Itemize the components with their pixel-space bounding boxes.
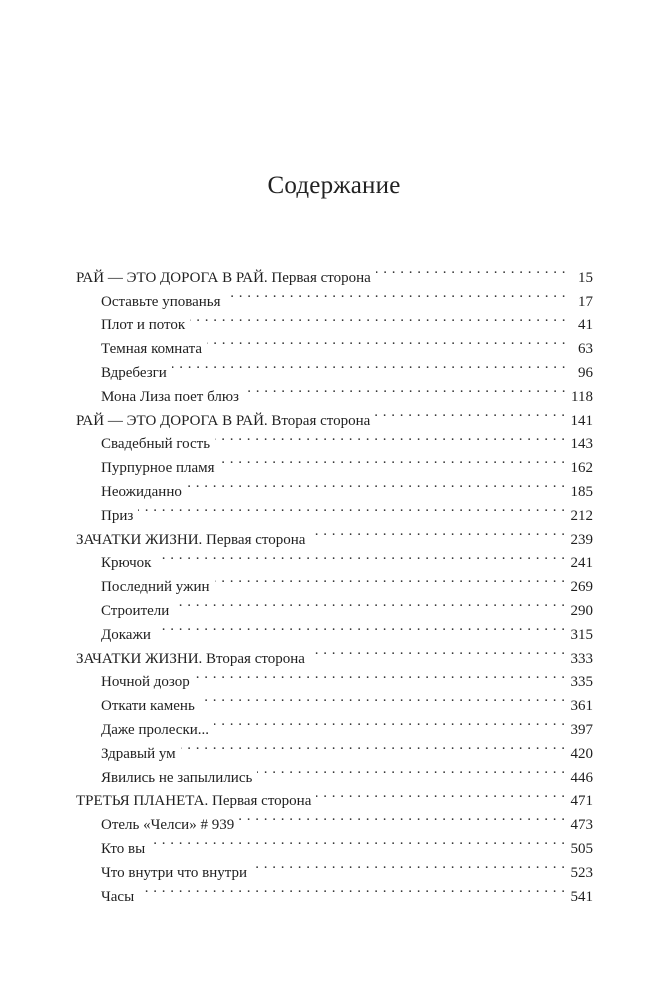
entry-title: Неожиданно — [101, 483, 182, 500]
dot-leader — [187, 472, 566, 496]
entry-title: Здравый ум — [101, 745, 176, 762]
dot-leader — [239, 805, 565, 829]
entry-title: Оставьте упованья — [101, 293, 221, 310]
toc-section-entry — [76, 520, 593, 548]
entry-title: Явились не запылились — [101, 769, 253, 786]
dot-leader — [207, 329, 566, 353]
toc-title: Содержание — [267, 172, 401, 199]
entry-title: Свадебный гость — [101, 436, 211, 453]
entry-page-number: 269 — [570, 579, 593, 596]
entry-title: Кто вы — [101, 840, 146, 857]
entry-page-number: 17 — [578, 293, 593, 310]
entry-title: Строители — [101, 602, 170, 619]
entry-page-number: 523 — [570, 864, 593, 881]
toc-section-entry — [76, 639, 593, 667]
toc-section-entry — [76, 258, 593, 286]
entry-title: Приз — [101, 507, 134, 524]
dot-leader — [174, 591, 565, 615]
entry-title: ЗАЧАТКИ ЖИЗНИ. Вторая сторона — [76, 650, 305, 667]
entry-title: Вдребезги — [101, 364, 167, 381]
entry-title: ЗАЧАТКИ ЖИЗНИ. Первая сторона — [76, 531, 306, 548]
entry-page-number: 15 — [578, 269, 593, 286]
entry-page-number: 335 — [570, 674, 593, 691]
dot-leader — [181, 734, 566, 758]
dot-leader — [214, 710, 565, 734]
dot-leader — [156, 615, 566, 639]
entry-page-number: 185 — [570, 483, 593, 500]
entry-page-number: 63 — [578, 341, 593, 358]
entry-title: ТРЕТЬЯ ПЛАНЕТА. Первая сторона — [76, 793, 312, 810]
entry-title: Последний ужин — [101, 579, 210, 596]
toc-chapter-entry — [76, 829, 593, 857]
dot-leader — [376, 258, 566, 282]
dot-leader — [172, 353, 566, 377]
toc-chapter-entry — [76, 877, 593, 905]
entry-page-number: 333 — [570, 650, 593, 667]
dot-leader — [150, 829, 565, 853]
entry-page-number: 143 — [570, 436, 593, 453]
dot-leader — [139, 877, 565, 901]
entry-page-number: 41 — [578, 317, 593, 334]
entry-title: Плот и поток — [101, 317, 186, 334]
entry-title: Темная комната — [101, 341, 203, 358]
dot-leader — [200, 686, 566, 710]
entry-page-number: 162 — [570, 460, 593, 477]
entry-page-number: 315 — [570, 626, 593, 643]
dot-leader — [244, 377, 566, 401]
dot-leader — [310, 520, 565, 544]
entry-page-number: 471 — [570, 793, 593, 810]
dot-leader — [215, 425, 565, 449]
dot-leader — [138, 496, 565, 520]
entry-page-number: 541 — [570, 888, 593, 905]
dot-leader — [375, 401, 565, 425]
dot-leader — [215, 567, 566, 591]
entry-page-number: 397 — [570, 721, 593, 738]
entry-title: Пурпурное пламя — [101, 460, 215, 477]
toc-chapter-entry — [76, 853, 593, 881]
entry-title: Откати камень — [101, 698, 195, 715]
dot-leader — [226, 282, 566, 306]
entry-page-number: 446 — [570, 769, 593, 786]
toc-list — [76, 258, 593, 905]
entry-page-number: 141 — [570, 412, 593, 429]
dot-leader — [310, 639, 566, 663]
entry-title: Докажи — [101, 626, 151, 643]
entry-title: Отель «Челси» # 939 — [101, 817, 235, 834]
entry-title: Мона Лиза поет блюз — [101, 388, 239, 405]
dot-leader — [257, 758, 565, 782]
dot-leader — [316, 782, 565, 806]
entry-page-number: 473 — [570, 817, 593, 834]
toc-chapter-entry — [76, 567, 593, 596]
entry-page-number: 118 — [571, 388, 593, 405]
dot-leader — [252, 853, 565, 877]
entry-page-number: 241 — [570, 555, 593, 572]
entry-page-number: 212 — [570, 507, 593, 524]
entry-title: РАЙ — ЭТО ДОРОГА В РАЙ. Вторая сторона — [76, 412, 371, 429]
dot-leader — [195, 663, 566, 687]
dot-leader — [190, 306, 566, 330]
entry-page-number: 239 — [570, 531, 593, 548]
entry-title: Что внутри что внутри — [101, 864, 248, 881]
dot-leader — [156, 544, 565, 568]
entry-page-number: 420 — [570, 745, 593, 762]
entry-page-number: 96 — [578, 364, 593, 381]
entry-title: Даже пролески... — [101, 721, 210, 738]
entry-title: Ночной дозор — [101, 674, 190, 691]
entry-title: Часы — [101, 888, 135, 905]
toc-chapter-entry — [76, 496, 593, 524]
dot-leader — [220, 448, 566, 472]
entry-page-number: 290 — [570, 602, 593, 619]
entry-page-number: 361 — [570, 698, 593, 715]
entry-title: Крючок — [101, 555, 152, 572]
entry-title: РАЙ — ЭТО ДОРОГА В РАЙ. Первая сторона — [76, 269, 371, 286]
entry-page-number: 505 — [570, 840, 593, 857]
